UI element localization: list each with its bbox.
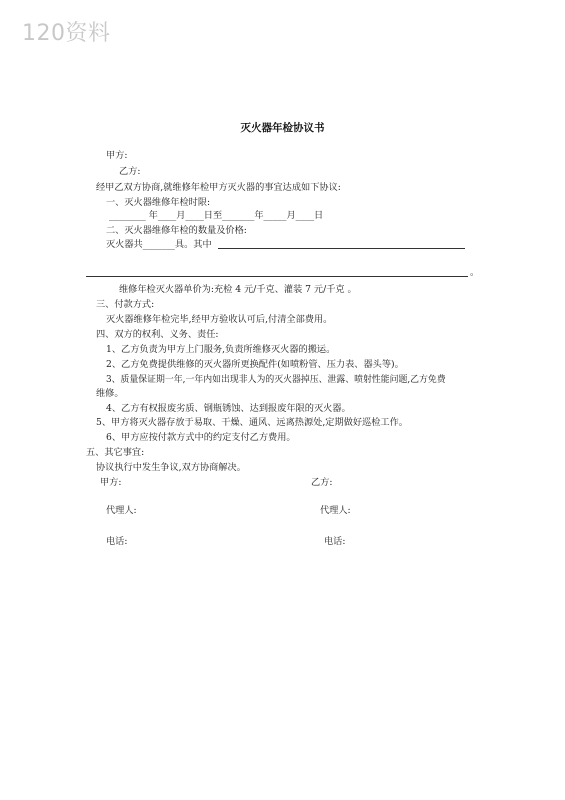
section-4-item-3-cont: 维修。: [96, 388, 124, 399]
document-title: 灭火器年检协议书: [240, 122, 325, 134]
signature-party-a: 甲方:: [100, 477, 122, 488]
section-4-item-5: 5、甲方将灭火器存放于易取、干燥、通风、远离热源处,定期做好巡检工作。: [96, 417, 408, 428]
section-2-count: 灭火器共_______具。其中: [106, 239, 212, 250]
watermark-logo: 120资料: [22, 21, 111, 46]
phone-a-label: 电话:: [106, 536, 128, 547]
agent-b-label: 代理人:: [320, 505, 351, 516]
section-4-item-2: 2、乙方免费提供维修的灭火器所更换配件(如喷粉管、压力表、器头等)。: [106, 359, 404, 370]
agent-a-label: 代理人:: [106, 505, 137, 516]
section-4-heading: 四、双方的权利、义务、责任:: [96, 329, 219, 340]
section-4-item-3: 3、质量保证期一年,一年内如出现非人为的灭火器掉压、泄露、喷射性能问题,乙方免费: [106, 375, 446, 385]
signature-party-b: 乙方:: [311, 477, 333, 488]
section-1-heading: 一、灭火器维修年检时限:: [106, 197, 211, 208]
section-1-dates: ________ 年____月____日至_______年_____月____日: [109, 210, 324, 221]
section-2-heading: 二、灭火器维修年检的数量及价格:: [106, 225, 247, 236]
fill-in-line: [218, 248, 465, 249]
section-3-heading: 三、付款方式:: [96, 299, 155, 310]
phone-b-label: 电话:: [324, 536, 346, 547]
section-4-item-1: 1、乙方负责为甲方上门服务,负责所维修灭火器的搬运。: [106, 344, 336, 355]
party-a-label: 甲方:: [106, 150, 128, 161]
fill-in-line-end: 。: [470, 267, 480, 278]
price-line: 维修年检灭火器单价为:充检 4 元/千克、灌装 7 元/千克 。: [119, 284, 357, 295]
section-5-heading: 五、其它事宜:: [86, 447, 145, 458]
section-5-text: 协议执行中发生争议,双方协商解决。: [96, 462, 246, 473]
section-3-text: 灭火器维修年检完毕,经甲方验收认可后,付清全部费用。: [106, 314, 333, 325]
intro-paragraph: 经甲乙双方协商,就维修年检甲方灭火器的事宜达成如下协议:: [96, 182, 341, 193]
section-4-item-6: 6、甲方应按付款方式中的约定支付乙方费用。: [106, 432, 296, 443]
section-4-item-4: 4、乙方有权报废劣质、钢瓶锈蚀、达到报废年限的灭火器。: [106, 403, 351, 414]
fill-in-line: [86, 276, 468, 277]
party-b-label: 乙方:: [119, 166, 141, 177]
